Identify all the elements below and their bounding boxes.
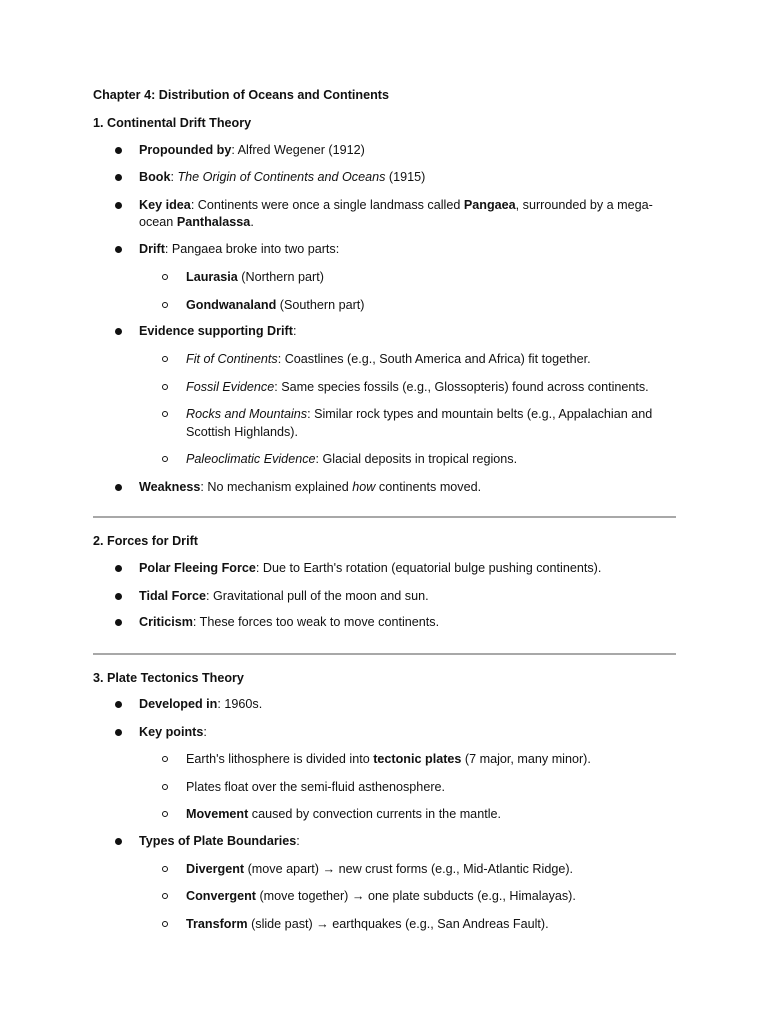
- circle-bullet-icon: [162, 866, 168, 872]
- bullet-icon: [115, 174, 122, 181]
- circle-bullet-icon: [162, 893, 168, 899]
- circle-bullet-icon: [162, 756, 168, 762]
- section-1-heading: 1. Continental Drift Theory: [93, 116, 252, 130]
- circle-bullet-icon: [162, 274, 168, 280]
- sub-item-lithosphere: Earth's lithosphere is divided into tectonic plates (7 major, many minor).: [186, 752, 591, 766]
- section-2-heading: 2. Forces for Drift: [93, 534, 198, 548]
- section-divider: [93, 653, 676, 655]
- circle-bullet-icon: [162, 302, 168, 308]
- bullet-icon: [115, 328, 122, 335]
- sub-item-convergent: Convergent (move together) → one plate subducts (e.g., Himalayas).: [186, 889, 576, 903]
- bullet-icon: [115, 202, 122, 209]
- circle-bullet-icon: [162, 356, 168, 362]
- sub-item-plates-float: Plates float over the semi-fluid asthenosphere.: [186, 780, 446, 794]
- list-item-plate-boundaries: Types of Plate Boundaries:: [139, 834, 300, 848]
- bullet-icon: [115, 246, 122, 253]
- sub-item-divergent: Divergent (move apart) → new crust forms (e.g., Mid-Atlantic Ridge).: [186, 862, 574, 876]
- list-item-drift: Drift: Pangaea broke into two parts:: [139, 242, 340, 256]
- bullet-icon: [115, 838, 122, 845]
- sub-item-rocks-and-mountains: Rocks and Mountains: Similar rock types and mountain belts (e.g., Appalachian and: [186, 407, 653, 421]
- bullet-icon: [115, 701, 122, 708]
- sub-item-fit-of-continents: Fit of Continents: Coastlines (e.g., South America and Africa) fit together.: [186, 352, 591, 366]
- circle-bullet-icon: [162, 411, 168, 417]
- sub-item-movement: Movement caused by convection currents in the mantle.: [186, 807, 501, 821]
- bullet-icon: [115, 729, 122, 736]
- list-item-criticism: Criticism: These forces too weak to move continents.: [139, 615, 440, 629]
- bullet-icon: [115, 147, 122, 154]
- bullet-icon: [115, 593, 122, 600]
- bullet-icon: [115, 619, 122, 626]
- sub-item-rocks-continued: Scottish Highlands).: [186, 425, 298, 439]
- list-item-key-idea-continued: ocean Panthalassa.: [139, 215, 254, 229]
- circle-bullet-icon: [162, 456, 168, 462]
- section-3-heading: 3. Plate Tectonics Theory: [93, 671, 244, 685]
- list-item-key-idea: Key idea: Continents were once a single landmass called Pangaea, surrounded by a mega-: [139, 198, 653, 212]
- sub-item-paleoclimatic-evidence: Paleoclimatic Evidence: Glacial deposits in tropical regions.: [186, 452, 518, 466]
- list-item-weakness: Weakness: No mechanism explained how continents moved.: [139, 480, 482, 494]
- sub-item-laurasia: Laurasia (Northern part): [186, 270, 324, 284]
- list-item-polar-fleeing-force: Polar Fleeing Force: Due to Earth's rotation (equatorial bulge pushing continents).: [139, 561, 602, 575]
- sub-item-fossil-evidence: Fossil Evidence: Same species fossils (e.g., Glossopteris) found across continents.: [186, 380, 649, 394]
- circle-bullet-icon: [162, 921, 168, 927]
- bullet-icon: [115, 484, 122, 491]
- bullet-icon: [115, 565, 122, 572]
- sub-item-gondwanaland: Gondwanaland (Southern part): [186, 298, 365, 312]
- list-item-developed-in: Developed in: 1960s.: [139, 697, 263, 711]
- circle-bullet-icon: [162, 384, 168, 390]
- document-title: Chapter 4: Distribution of Oceans and Continents: [93, 88, 389, 102]
- circle-bullet-icon: [162, 784, 168, 790]
- list-item-key-points: Key points:: [139, 725, 207, 739]
- section-divider: [93, 516, 676, 518]
- list-item-book: Book: The Origin of Continents and Oceans (1915): [139, 170, 426, 184]
- list-item-evidence: Evidence supporting Drift:: [139, 324, 297, 338]
- list-item-propounded: Propounded by: Alfred Wegener (1912): [139, 143, 365, 157]
- sub-item-transform: Transform (slide past) → earthquakes (e.g., San Andreas Fault).: [186, 917, 549, 931]
- list-item-tidal-force: Tidal Force: Gravitational pull of the moon and sun.: [139, 589, 429, 603]
- circle-bullet-icon: [162, 811, 168, 817]
